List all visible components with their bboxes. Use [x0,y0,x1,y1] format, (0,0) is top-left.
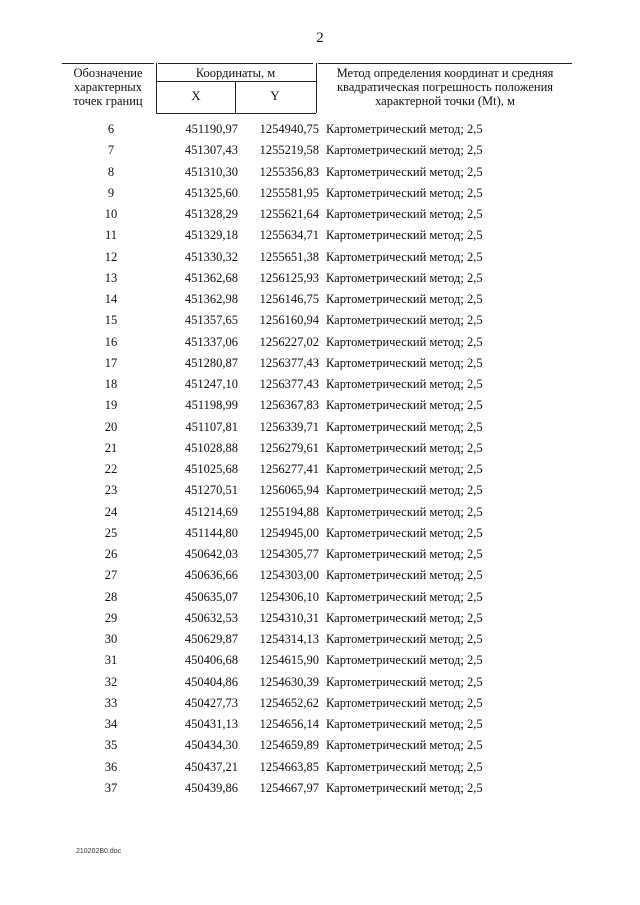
method-cell: Картометрический метод; 2,5 [326,228,483,243]
header-top-rule [62,63,154,64]
table-row [0,675,640,696]
table-row [0,738,640,759]
x-coordinate: 451362,68 [184,270,238,285]
point-number: 7 [107,143,115,158]
method-cell: Картометрический метод; 2,5 [326,547,483,561]
x-coordinate: 451190,97 [185,122,238,136]
table-row [0,696,640,717]
method-cell: Картометрический метод; 2,5 [326,164,483,179]
x-coordinate: 451362,98 [184,292,238,306]
coords-subrule [156,81,316,82]
x-coordinate: 450632,53 [184,610,238,625]
y-coordinate: 1256160,94 [259,313,319,328]
table-row [0,547,640,568]
y-coordinate: 1256277,41 [259,462,319,476]
y-coordinate: 1254663,85 [259,759,319,774]
point-number: 16 [104,334,118,349]
y-coordinate: 1255634,71 [259,228,319,243]
table-row [0,526,640,547]
method-cell: Картометрический метод; 2,5 [326,398,483,413]
y-coordinate: 1254314,13 [259,632,319,646]
method-cell: Картометрический метод; 2,5 [326,717,483,731]
y-coordinate: 1256146,75 [259,292,319,306]
method-cell: Картометрический метод; 2,5 [326,525,483,540]
method-cell: Картометрический метод; 2,5 [326,695,483,710]
y-coordinate: 1254615,90 [259,653,319,668]
table-row [0,398,640,419]
x-coordinate: 451107,81 [185,419,238,434]
table-row [0,228,640,249]
x-coordinate: 451329,18 [184,228,238,243]
point-number: 37 [104,780,118,795]
method-cell: Картометрический метод; 2,5 [326,653,483,668]
table-row [0,420,640,441]
method-cell: Картометрический метод; 2,5 [326,313,483,328]
point-number: 18 [104,377,118,391]
y-coordinate: 1256339,71 [259,419,319,434]
point-number: 34 [104,717,118,731]
point-number: 20 [104,419,118,434]
y-coordinate: 1255356,83 [259,164,319,179]
x-coordinate: 451028,88 [184,440,238,455]
x-coordinate: 450439,86 [184,780,238,795]
table-row [0,122,640,143]
designation-header: Обозначение характерных точек границ [73,66,143,108]
point-number: 35 [104,738,118,753]
point-number: 26 [104,547,118,561]
x-coordinate: 451330,32 [184,249,238,264]
point-number: 31 [104,653,118,668]
y-coordinate: 1254303,00 [259,568,319,583]
x-coordinate: 450437,21 [184,759,238,774]
y-coordinate: 1254659,89 [259,738,319,753]
y-coordinate: 1254667,97 [259,780,319,795]
table-row [0,441,640,462]
method-cell: Картометрический метод; 2,5 [326,355,483,370]
point-number: 17 [104,355,118,370]
x-coordinate: 450427,73 [184,695,238,710]
y-coordinate: 1254310,31 [259,610,319,625]
y-coordinate: 1254305,77 [259,547,319,561]
y-coordinate: 1254945,00 [259,525,319,540]
table-row [0,356,640,377]
table-row [0,292,640,313]
file-name: 210202B0.doc [76,848,122,855]
x-coordinate: 450406,68 [184,653,238,668]
table-row [0,781,640,802]
table-row [0,377,640,398]
x-coordinate: 450404,86 [184,674,238,689]
y-coordinate: 1255219,58 [259,143,319,158]
point-number: 19 [104,398,118,413]
method-cell: Картометрический метод; 2,5 [326,589,483,604]
method-cell: Картометрический метод; 2,5 [326,185,483,200]
y-coordinate: 1255621,64 [259,207,319,221]
table-row [0,271,640,292]
y-coordinate: 1255581,95 [259,185,319,200]
y-coordinate: 1256377,43 [259,355,319,370]
table-row [0,186,640,207]
method-cell: Картометрический метод; 2,5 [326,462,483,476]
x-coordinate: 451357,65 [184,313,238,328]
y-coordinate: 1254656,14 [259,717,319,731]
method-cell: Картометрический метод; 2,5 [326,292,483,306]
table-row [0,483,640,504]
table-row [0,653,640,674]
x-coordinate: 450642,03 [184,547,238,561]
method-header: Метод определения координат и средняя квадратическая погрешность положения характерной точки (Mt), м [336,66,554,108]
y-coordinate: 1256377,43 [259,377,319,391]
x-coordinate: 451247,10 [184,377,238,391]
point-number: 15 [104,313,118,328]
method-cell: Картометрический метод; 2,5 [326,632,483,646]
method-cell: Картометрический метод; 2,5 [326,483,483,498]
y-coordinate: 1256065,94 [259,483,319,498]
x-coordinate: 451270,51 [184,483,238,498]
x-header: X [191,88,201,103]
point-number: 29 [104,610,118,625]
table-row [0,632,640,653]
method-cell: Картометрический метод; 2,5 [326,419,483,434]
method-cell: Картометрический метод; 2,5 [326,207,483,221]
y-header: Y [270,88,280,103]
point-number: 10 [104,207,118,221]
y-coordinate: 1254630,39 [259,674,319,689]
table-row [0,335,640,356]
header-divider [156,63,157,113]
y-coordinate: 1254306,10 [259,589,319,604]
table-body [0,122,640,802]
method-cell: Картометрический метод; 2,5 [326,610,483,625]
method-cell: Картометрический метод; 2,5 [326,738,483,753]
x-coordinate: 451310,30 [184,164,238,179]
table-row [0,568,640,589]
x-coordinate: 451328,29 [184,207,238,221]
table-row [0,590,640,611]
point-number: 14 [104,292,118,306]
y-coordinate: 1254652,62 [259,695,319,710]
table-row [0,250,640,271]
method-cell: Картометрический метод; 2,5 [326,674,483,689]
method-cell: Картометрический метод; 2,5 [326,143,483,158]
method-cell: Картометрический метод; 2,5 [326,334,483,349]
table-row [0,611,640,632]
method-cell: Картометрический метод; 2,5 [326,122,483,136]
header-top-rule [158,63,313,64]
method-cell: Картометрический метод; 2,5 [326,377,483,391]
point-number: 23 [104,483,118,498]
y-coordinate: 1256279,61 [259,440,319,455]
point-number: 21 [104,440,118,455]
point-number: 36 [104,759,118,774]
y-coordinate: 1256125,93 [259,270,319,285]
method-cell: Картометрический метод; 2,5 [326,249,483,264]
y-coordinate: 1255194,88 [259,504,319,519]
x-coordinate: 450629,87 [184,632,238,646]
point-number: 24 [104,504,118,519]
coordinates-header: Координаты, м [195,66,276,80]
header-top-rule [318,63,572,64]
point-number: 27 [104,568,118,583]
x-coordinate: 451144,80 [185,525,238,540]
y-coordinate: 1254940,75 [259,122,319,136]
table-row [0,207,640,228]
x-coordinate: 451307,43 [184,143,238,158]
method-cell: Картометрический метод; 2,5 [326,270,483,285]
method-cell: Картометрический метод; 2,5 [326,568,483,583]
page-number: 2 [316,30,324,46]
point-number: 22 [104,462,118,476]
x-coordinate: 451025,68 [184,462,238,476]
y-coordinate: 1255651,38 [259,249,319,264]
x-coordinate: 451198,99 [185,398,238,413]
table-header [62,61,572,113]
point-number: 13 [104,270,118,285]
table-row [0,717,640,738]
table-row [0,313,640,334]
point-number: 30 [104,632,118,646]
table-row [0,462,640,483]
table-row [0,165,640,186]
x-coordinate: 451337,06 [184,334,238,349]
y-coordinate: 1256367,83 [259,398,319,413]
point-number: 9 [107,185,115,200]
point-number: 6 [107,122,115,136]
table-row [0,505,640,526]
method-cell: Картометрический метод; 2,5 [326,440,483,455]
method-cell: Картометрический метод; 2,5 [326,759,483,774]
x-coordinate: 450635,07 [184,589,238,604]
point-number: 12 [104,249,118,264]
point-number: 25 [104,525,118,540]
method-cell: Картометрический метод; 2,5 [326,780,483,795]
method-cell: Картометрический метод; 2,5 [326,504,483,519]
x-coordinate: 451280,87 [184,355,238,370]
x-coordinate: 450431,13 [184,717,238,731]
header-divider [316,63,317,113]
point-number: 33 [104,695,118,710]
point-number: 8 [107,164,115,179]
table-row [0,760,640,781]
y-coordinate: 1256227,02 [259,334,319,349]
x-coordinate: 450636,66 [184,568,238,583]
header-bottom-rule [156,113,316,114]
point-number: 28 [104,589,118,604]
table-row [0,143,640,164]
point-number: 11 [104,228,118,243]
x-coordinate: 451214,69 [184,504,238,519]
point-number: 32 [104,674,118,689]
x-coordinate: 451325,60 [184,185,238,200]
x-coordinate: 450434,30 [184,738,238,753]
